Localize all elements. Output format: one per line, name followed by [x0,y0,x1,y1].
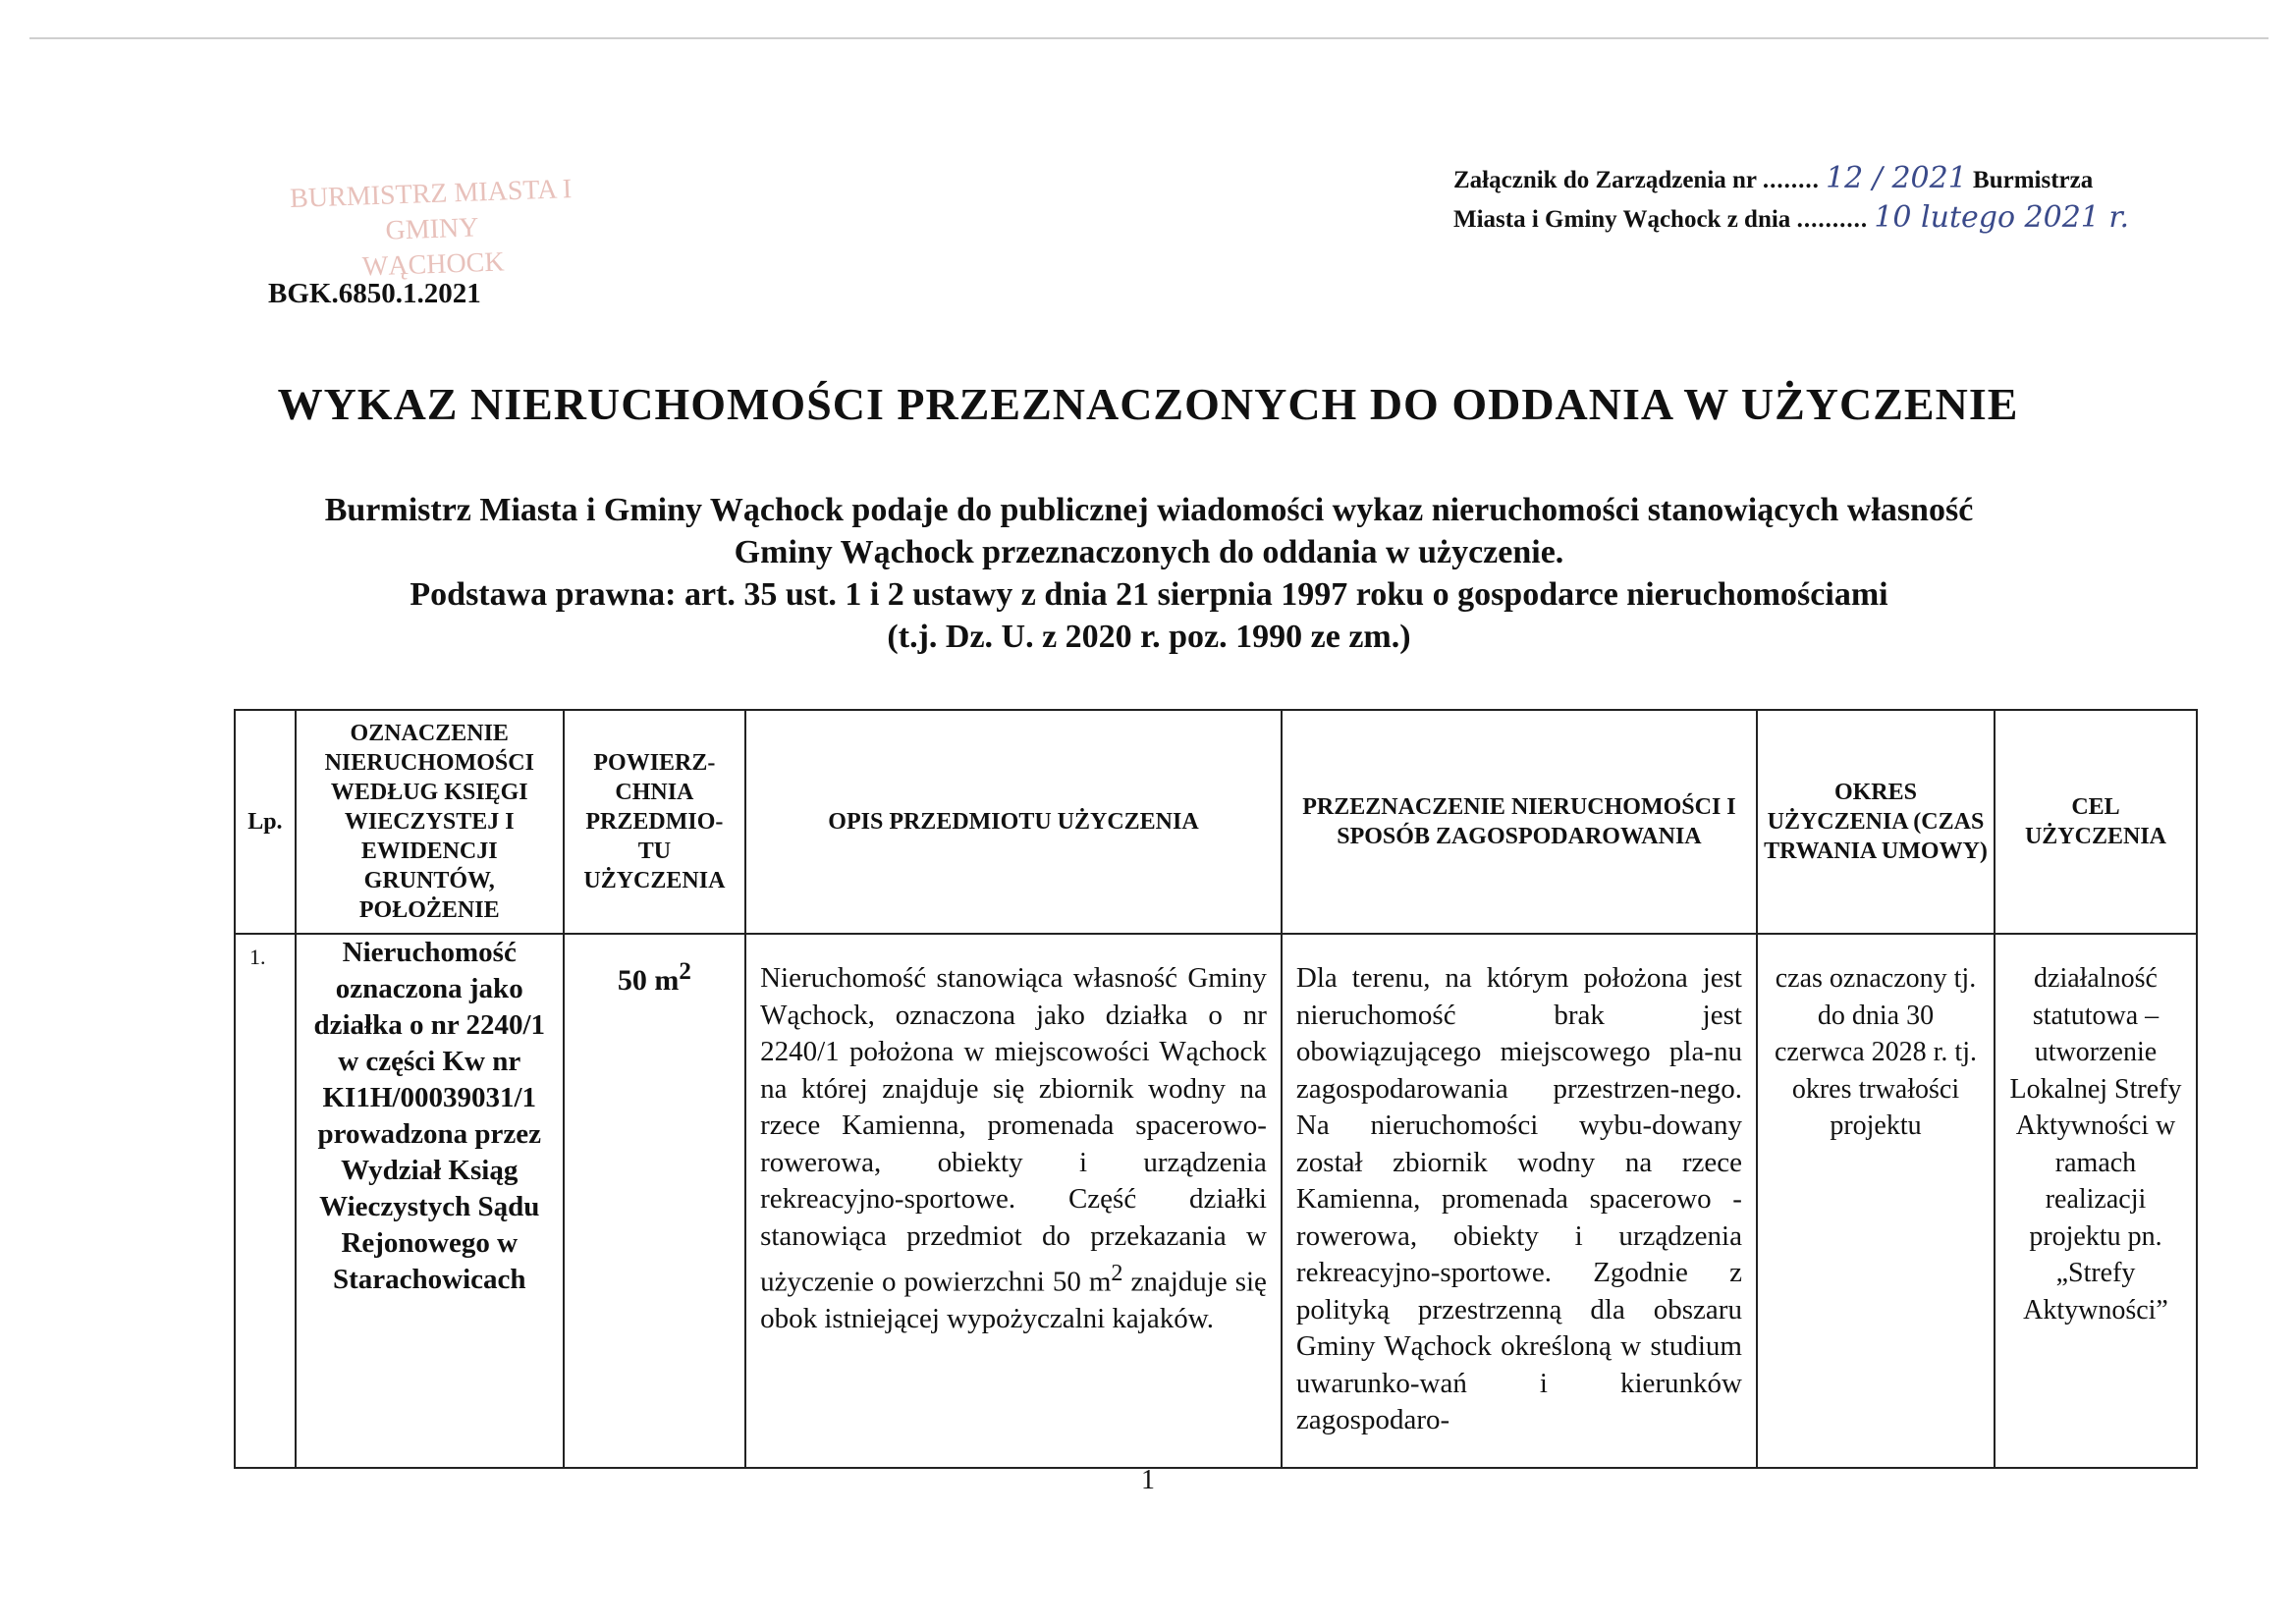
stamp-line-1: BURMISTRZ MIASTA I GMINY [289,174,573,246]
top-rule [29,37,2269,39]
intro-line-4: (t.j. Dz. U. z 2020 r. poz. 1990 ze zm.) [887,619,1411,655]
header-description: OPIS PRZEDMIOTU UŻYCZENIA [745,710,1282,934]
page-number: 1 [1141,1465,1155,1495]
annex-line-1 [1453,160,2160,199]
description-text-2: znajduje się obok istniejącej wypożyczalni kajaków. [760,1266,1267,1335]
intro-paragraph [177,489,2121,658]
annex-line-1-dots: ........ [1762,167,1820,193]
cell-purpose: Dla terenu, na którym położona jest nieruchomość brak jest obowiązującego miejscowego pla-nu zagospodarowania przestrzen-nego. Na nieruchomości wybu-dowany został zbiornik wodny na rzece Kamienna, promenada spacerowo - rowerowa, obiekty i urządzenia rekreacyjno-sportowe. Zgodnie z polityką przestrzenną dla obszaru Gminy Wąchock określoną w studium uwarunko-wań i kierunków zagospodaro- [1282,934,1757,1468]
description-text-1: Nieruchomość stanowiąca własność Gminy Wąchock, oznaczona jako działka o nr 2240/1 położona w miejscowości Wąchock na której znajduje się zbiornik wodny na rzece Kamienna, promenada spacerowo-rowerowa, obiekty i urządzenia rekreacyjno-sportowe. Część działki stanowiąca przedmiot do przekazania w użyczenie o powierzchni 50 m [760,962,1267,1298]
annex-order-number-handwritten: 12 / 2021 [1826,161,1967,195]
cell-period: czas oznaczony tj. do dnia 30 czerwca 2028 r. tj. okres trwałości projektu [1757,934,1995,1468]
header-designation: OZNACZENIE NIERUCHOMOŚCI WEDŁUG KSIĘGI WIECZYSTEJ I EWIDENCJI GRUNTÓW, POŁOŻENIE [296,710,564,934]
header-period: OKRES UŻYCZENIA (CZAS TRWANIA UMOWY) [1757,710,1995,934]
property-table [234,709,2198,1469]
annex-date-handwritten: 10 lutego 2021 r. [1874,200,2130,235]
area-unit-exponent: 2 [679,958,691,985]
official-stamp [244,170,621,289]
document-title: WYKAZ NIERUCHOMOŚCI PRZEZNACZONYCH DO ODDANIA W UŻYCZENIE [277,379,2019,429]
annex-line-2-prefix: Miasta i Gminy Wąchock z dnia [1453,206,1791,233]
table-row [235,934,2197,1468]
intro-line-1: Burmistrz Miasta i Gminy Wąchock podaje do publicznej wiadomości wykaz nieruchomości stanowiących własność [324,492,1974,528]
header-lp: Lp. [235,710,296,934]
cell-lp: 1. [235,934,296,1468]
area-value: 50 m [617,964,680,997]
annex-line-1-prefix: Załącznik do Zarządzenia nr [1453,167,1757,193]
cell-goal: działalność statutowa – utworzenie Lokalnej Strefy Aktywności w ramach realizacji projektu pn. „Strefy Aktywności” [1995,934,2197,1468]
reference-number: BGK.6850.1.2021 [268,278,481,309]
cell-designation: Nieruchomość oznaczona jako działka o nr 2240/1 w części Kw nr KI1H/00039031/1 prowadzona przez Wydział Ksiąg Wieczystych Sądu Rejonowego w Starachowicach [296,934,564,1468]
annex-line-2 [1453,199,2160,239]
intro-line-2: Gminy Wąchock przeznaczonych do oddania w użyczenie. [734,534,1564,570]
cell-description [745,934,1282,1468]
annex-line-1-suffix: Burmistrza [1973,167,2094,193]
intro-line-3: Podstawa prawna: art. 35 ust. 1 i 2 ustawy z dnia 21 sierpnia 1997 roku o gospodarce nieruchomościami [410,576,1888,613]
annex-line-2-dots: .......... [1796,206,1869,233]
description-exponent: 2 [1111,1260,1123,1286]
header-purpose: PRZEZNACZENIE NIERUCHOMOŚCI I SPOSÓB ZAGOSPODAROWANIA [1282,710,1757,934]
stamp-line-2: WĄCHOCK [361,246,506,283]
header-area: POWIERZ-CHNIA PRZEDMIO-TU UŻYCZENIA [564,710,745,934]
cell-area [564,934,745,1468]
table-header-row [235,710,2197,934]
annex-note [1453,160,2160,239]
header-goal: CEL UŻYCZENIA [1995,710,2197,934]
